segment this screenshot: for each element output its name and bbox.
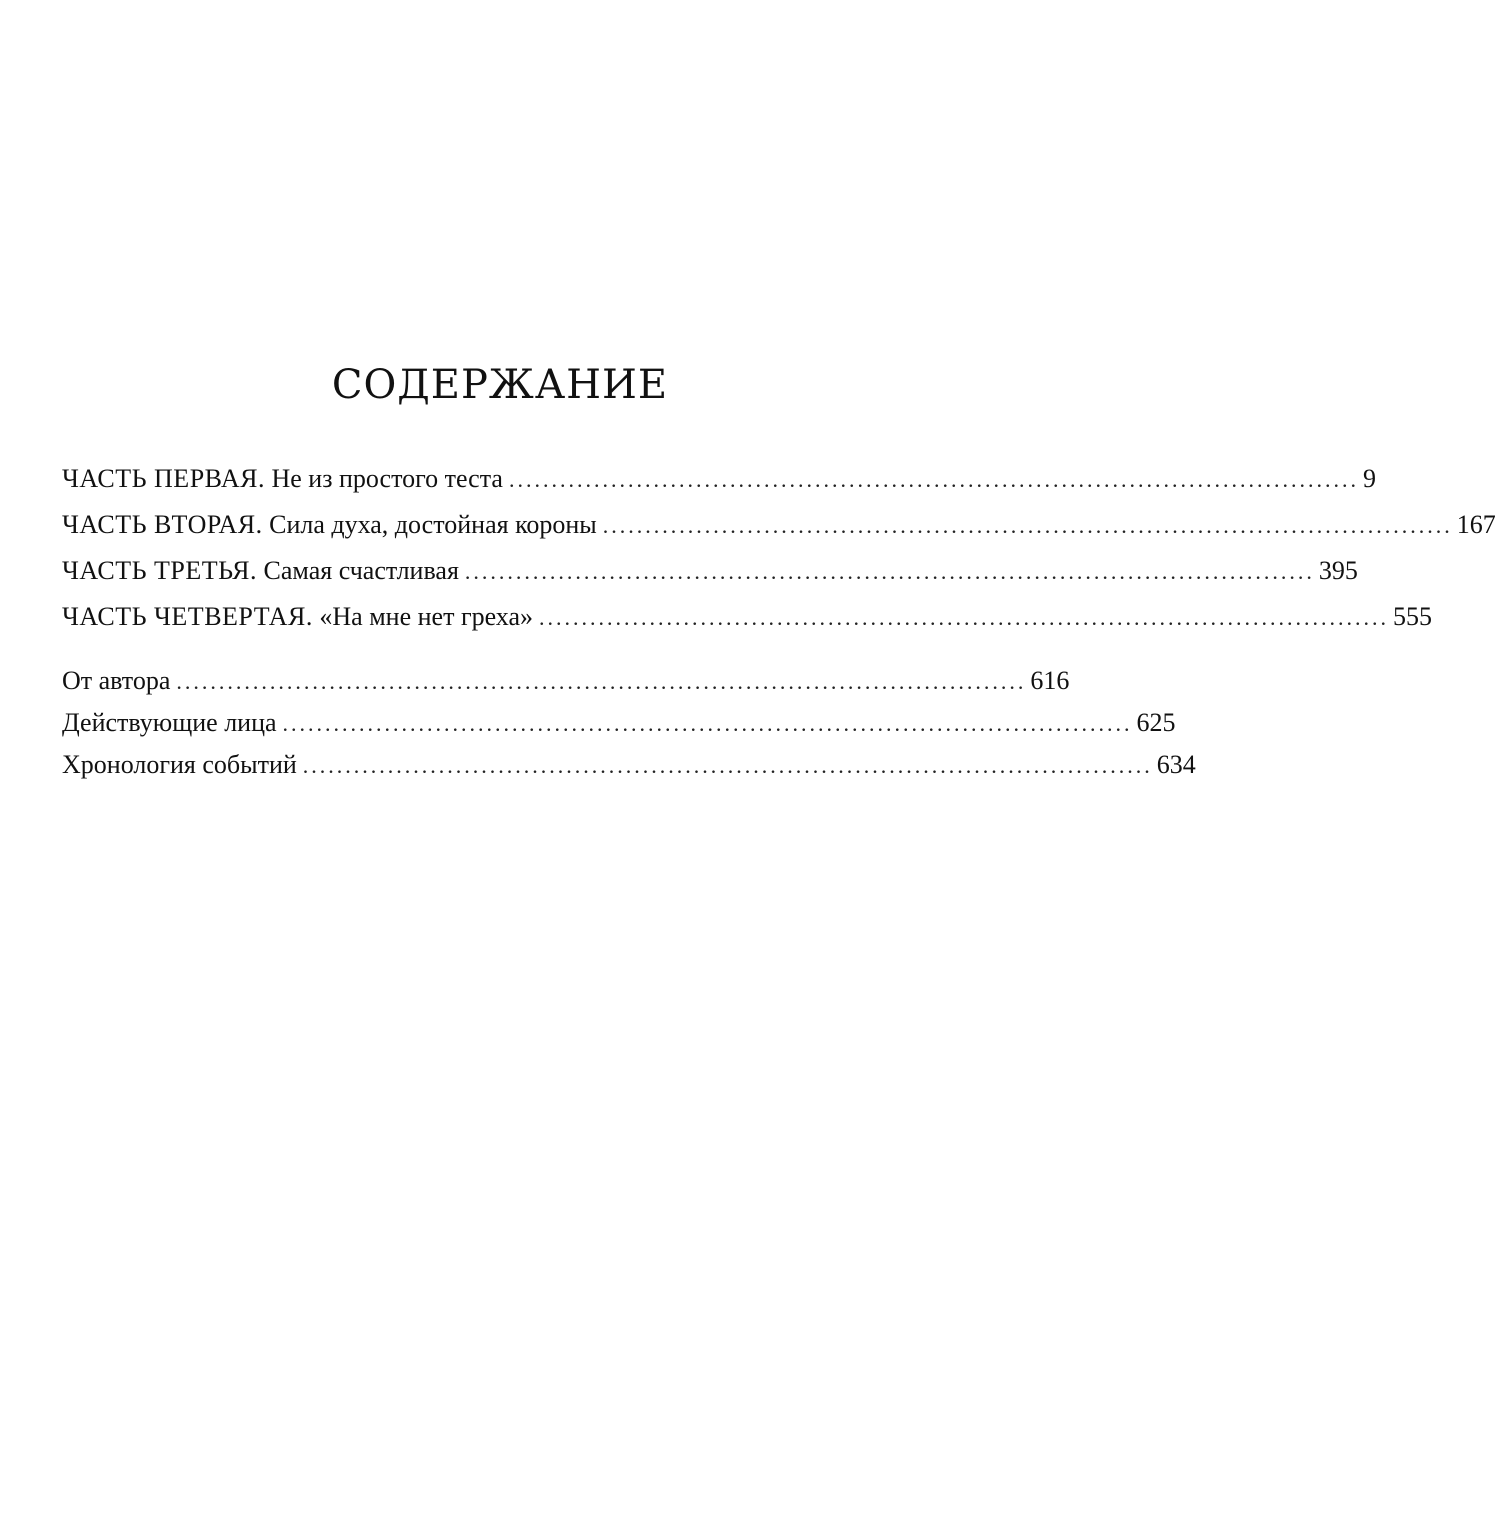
part-title: «На мне нет греха» — [319, 602, 534, 631]
dot-leader: .................................................................................................... — [602, 513, 1453, 538]
entry-title: От автора — [62, 666, 171, 695]
dot-leader: .................................................................................................... — [539, 605, 1390, 630]
page-title: СОДЕРЖАНИЕ — [331, 362, 669, 408]
toc-entry — [62, 602, 1433, 650]
toc-extras-list — [62, 666, 1196, 794]
page-number: 616 — [1030, 666, 1070, 695]
entry-title — [62, 604, 539, 630]
toc-entry — [62, 666, 1070, 710]
dot-leader: .................................................................................................... — [508, 467, 1359, 492]
toc-entry — [62, 750, 1196, 794]
dot-leader: .................................................................................................... — [176, 669, 1027, 694]
entry-title: Действующие лица — [62, 708, 277, 737]
dot-leader: .................................................................................................... — [464, 559, 1315, 584]
part-label: ЧАСТЬ ЧЕТВЕРТАЯ. — [62, 602, 313, 631]
page-number: 634 — [1156, 750, 1196, 779]
page-number: 625 — [1136, 708, 1176, 737]
toc-entry — [62, 708, 1176, 752]
entry-title — [62, 466, 509, 492]
dot-leader: .................................................................................................... — [282, 711, 1133, 736]
toc-entry — [62, 556, 1358, 604]
toc-parts-list — [62, 464, 1496, 650]
part-label: ЧАСТЬ ВТОРАЯ. — [62, 510, 263, 539]
entry-title: Хронология событий — [62, 750, 297, 779]
page-number: 9 — [1362, 464, 1376, 493]
page-number: 555 — [1393, 602, 1433, 631]
entry-title — [62, 512, 603, 538]
dot-leader: .................................................................................................... — [302, 753, 1153, 778]
page-number: 395 — [1318, 556, 1358, 585]
part-title: Сила духа, достойная короны — [269, 510, 597, 539]
part-label: ЧАСТЬ ТРЕТЬЯ. — [62, 556, 258, 585]
entry-title — [62, 558, 465, 584]
toc-entry — [62, 510, 1496, 558]
part-title: Самая счастливая — [263, 556, 459, 585]
toc-entry — [62, 464, 1376, 512]
page-number: 167 — [1456, 510, 1496, 539]
part-label: ЧАСТЬ ПЕРВАЯ. — [62, 464, 265, 493]
part-title: Не из простого теста — [271, 464, 503, 493]
